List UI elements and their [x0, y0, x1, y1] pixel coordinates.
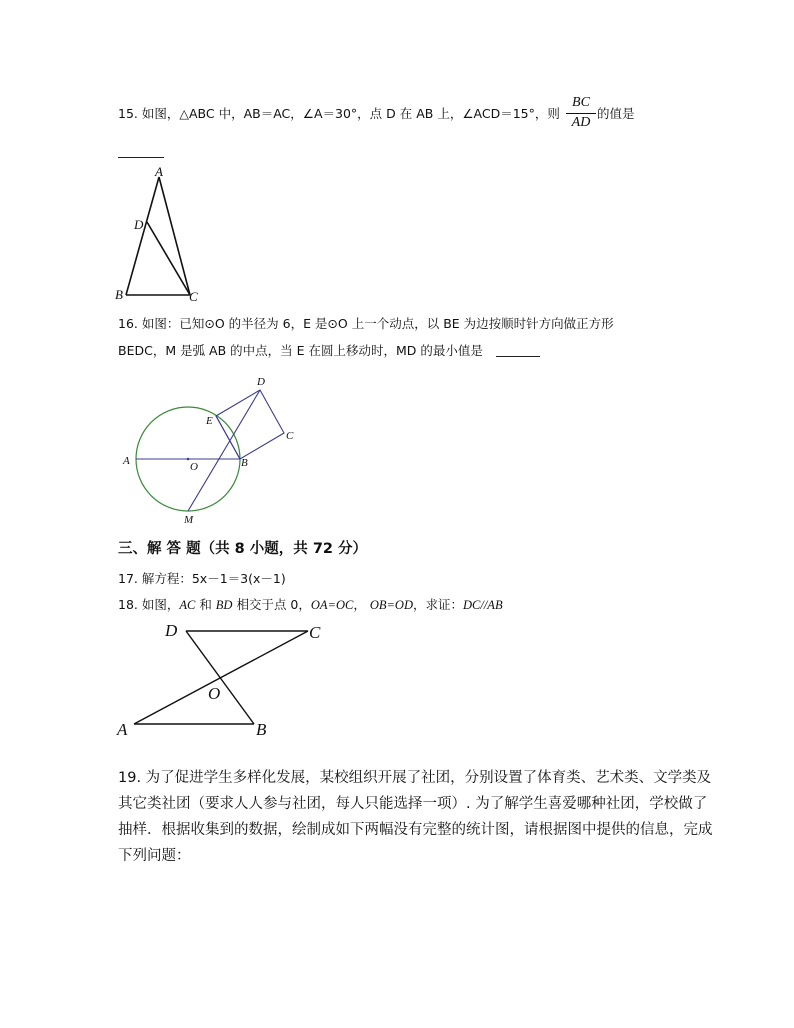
label-a: A: [123, 455, 130, 467]
segment-ab: [126, 177, 159, 295]
segment-dc: [147, 222, 190, 295]
q18-comma: ，: [353, 597, 370, 612]
q15-fraction: [566, 96, 596, 130]
label-c: C: [189, 289, 198, 304]
q18-ac: AC: [179, 598, 196, 612]
section-3-heading: 三、解 答 题（共 8 小题，共 72 分）: [118, 541, 368, 557]
segment-ac: [159, 177, 190, 295]
q15-triangle-figure: [112, 165, 212, 305]
fraction-bar: [566, 113, 596, 114]
q15-suffix: 的值是: [597, 106, 635, 121]
segment-ac: [134, 631, 308, 724]
label-c: C: [309, 623, 321, 642]
q18-text: [118, 599, 503, 612]
label-b: B: [115, 287, 123, 302]
label-a: A: [117, 720, 128, 739]
label-b: B: [241, 457, 248, 469]
fraction-denominator: AD: [571, 115, 591, 130]
q18-bd: BD: [215, 598, 233, 612]
label-o: O: [190, 461, 198, 473]
q16-circle-figure: [118, 372, 308, 527]
label-d: D: [165, 621, 178, 640]
fraction-numerator: BC: [572, 95, 590, 110]
q15-answer-blank: [118, 157, 164, 158]
q18-cond1: OA=OC: [310, 598, 354, 612]
q18-mid3: ，求证：: [412, 597, 463, 612]
q15-text: 15. 如图，△ABC 中，AB＝AC，∠A＝30°，点 D 在 AB 上，∠ACD＝15°，则: [118, 106, 560, 121]
q18-conclusion: DC//AB: [463, 598, 503, 612]
label-d: D: [134, 217, 144, 232]
q18-cond2: OB=OD: [369, 598, 413, 612]
label-a: A: [155, 164, 163, 179]
q19-line2: 其它类社团（要求人人参与社团，每人只能选择一项）. 为了解学生喜爱哪种社团，学校做了: [118, 796, 708, 812]
center-point: [187, 458, 190, 461]
q16-answer-blank: [496, 356, 540, 357]
q19-line1: 19. 为了促进学生多样化发展，某校组织开展了社团，分别设置了体育类、艺术类、文学类及: [118, 770, 712, 786]
label-e: E: [206, 415, 213, 427]
q18-mid2: 相交于点 0，: [232, 597, 311, 612]
q16-line1: 16. 如图：已知⊙O 的半径为 6，E 是⊙O 上一个动点，以 BE 为边按顺时针方向做正方形: [118, 316, 614, 331]
q19-line4: 下列问题：: [118, 848, 191, 864]
segment-eb: [216, 416, 240, 459]
q16-line2: BEDC，M 是弧 AB 的中点，当 E 在圆上移动时，MD 的最小值是: [118, 343, 483, 358]
label-b: B: [256, 720, 267, 739]
label-d: D: [257, 376, 265, 388]
q17-text: 17. 解方程：5x－1＝3(x－1): [118, 571, 286, 586]
q18-figure: [112, 618, 342, 743]
label-m: M: [184, 514, 194, 526]
q18-prefix: 18. 如图，: [118, 597, 180, 612]
label-c: C: [286, 430, 294, 442]
q19-line3: 抽样．根据收集到的数据，绘制成如下两幅没有完整的统计图，请根据图中提供的信息，完成: [118, 822, 713, 838]
label-o: O: [208, 684, 221, 703]
segment-db: [186, 631, 254, 724]
q18-mid1: 和: [195, 597, 216, 612]
